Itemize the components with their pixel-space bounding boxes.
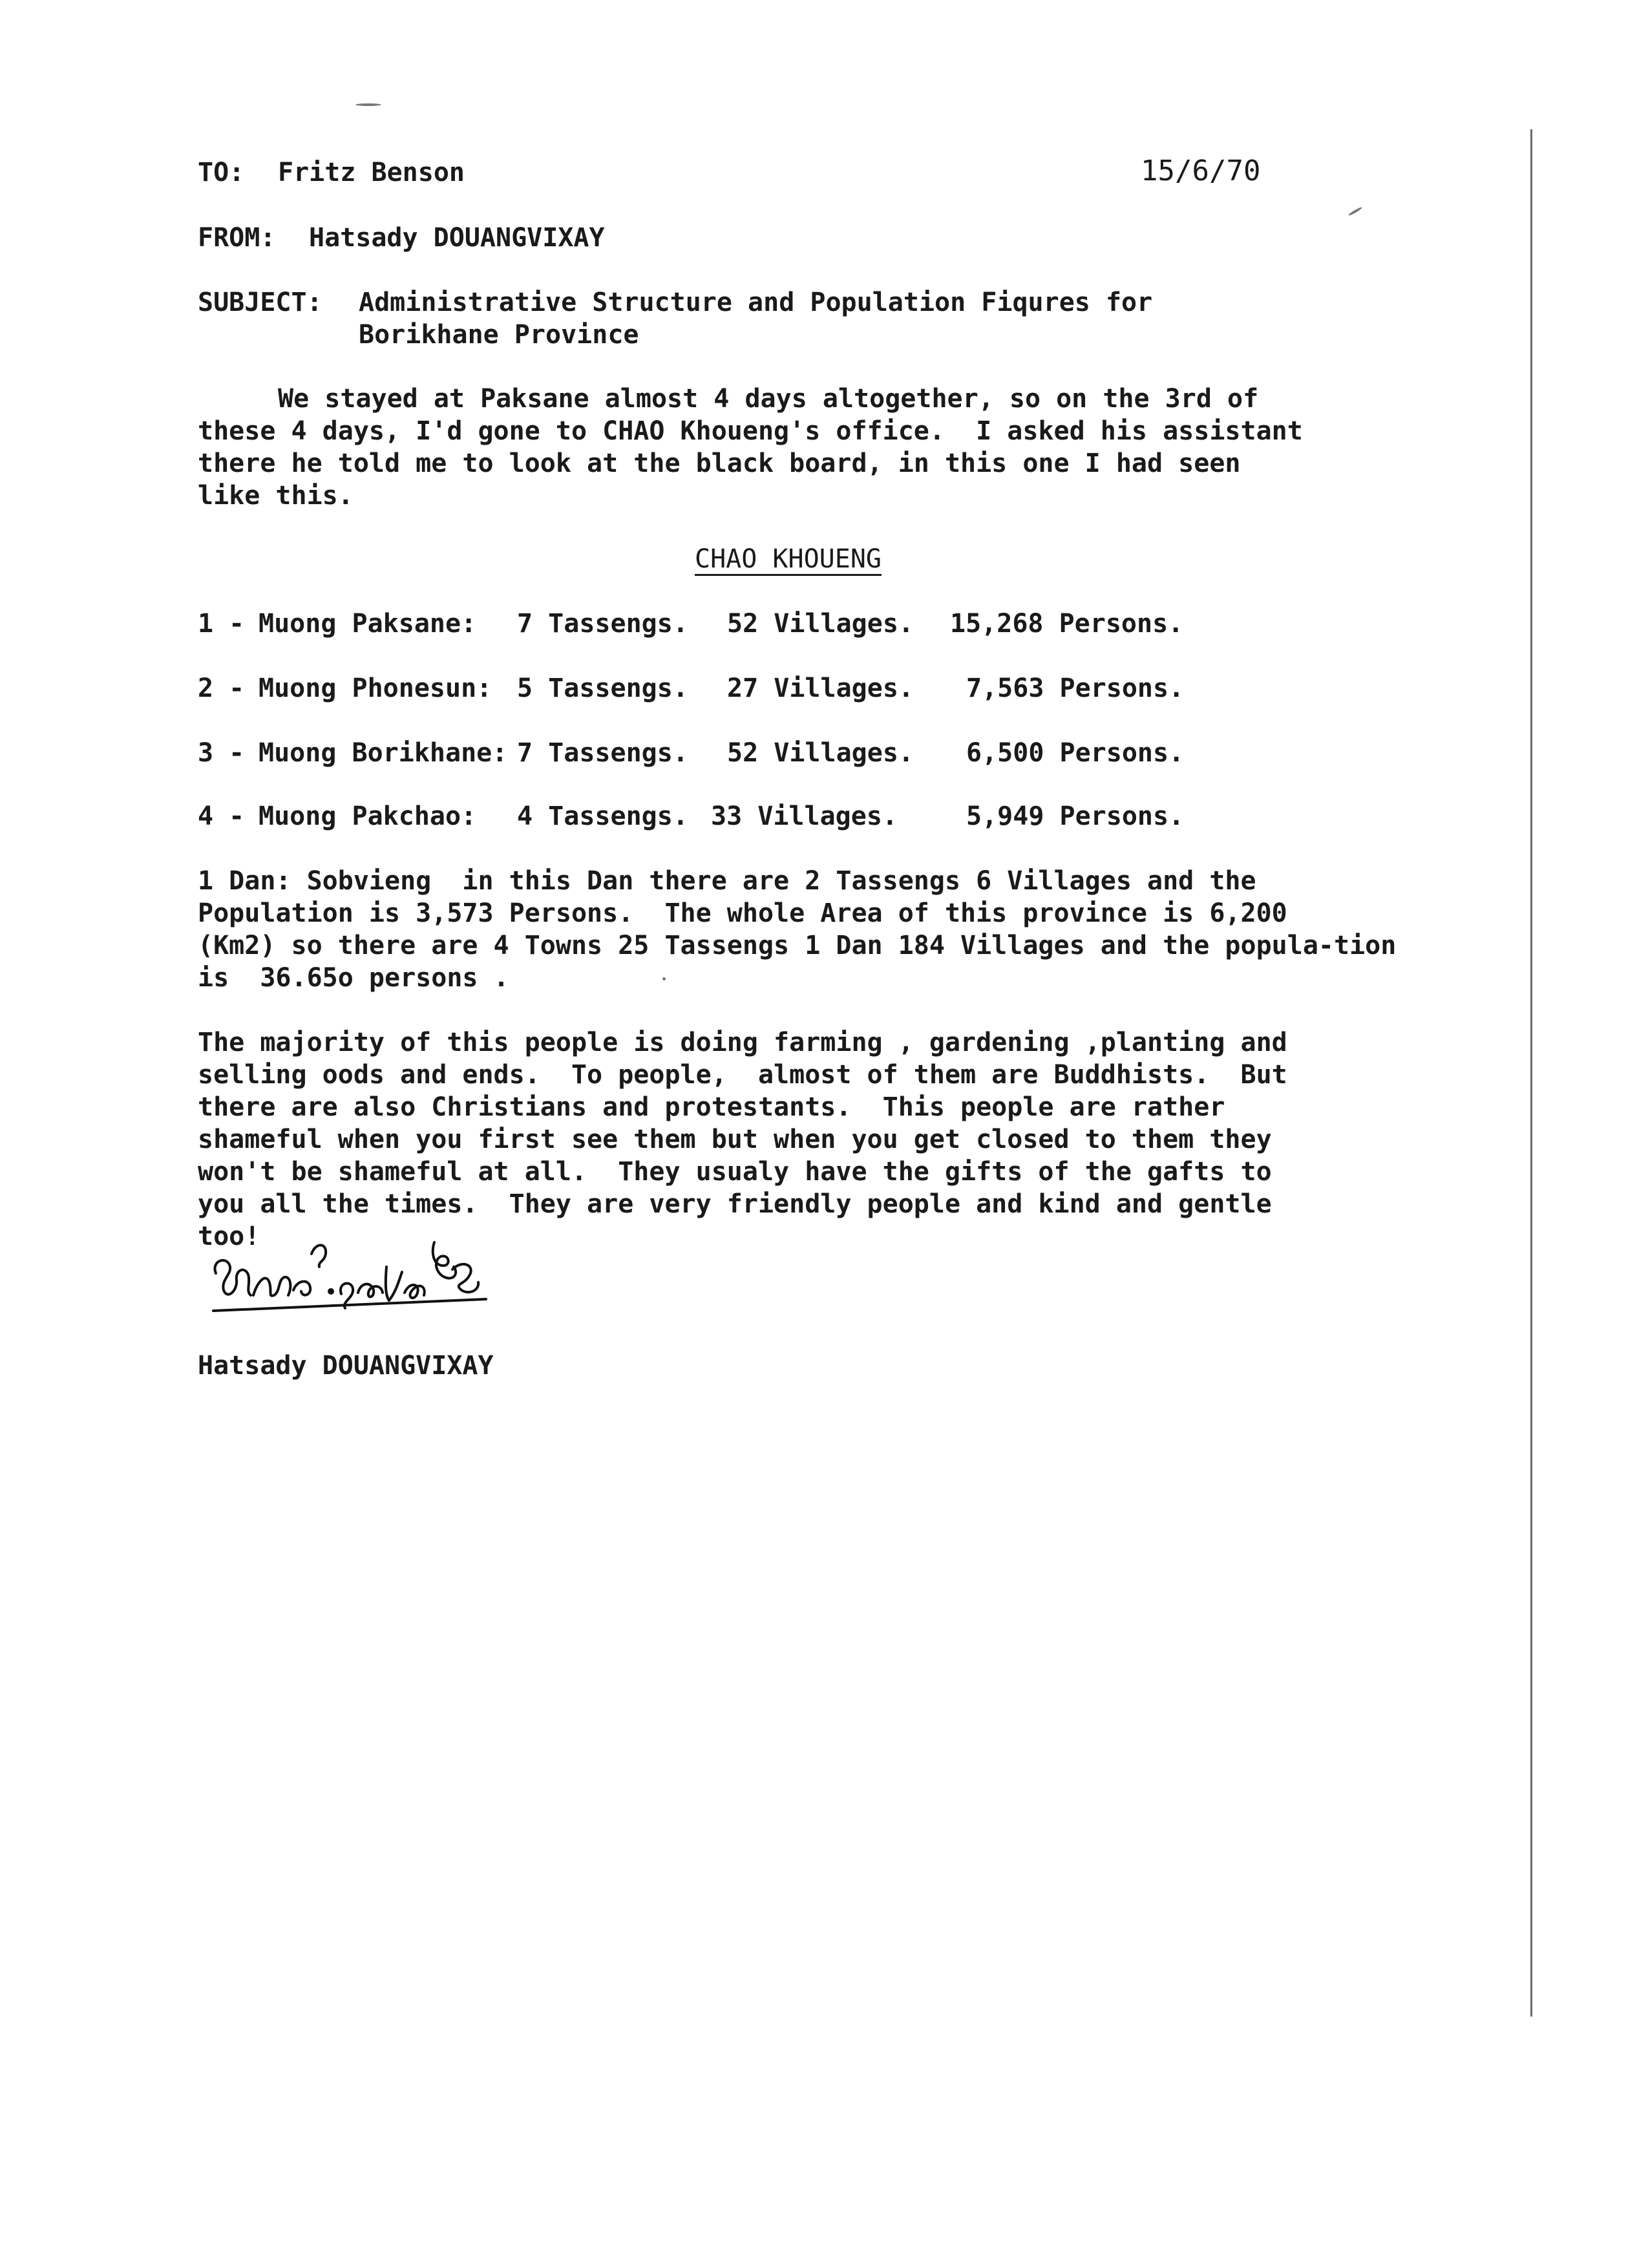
intro-line-4: like this.	[198, 481, 354, 511]
dan-line-2: Population is 3,573 Persons. The whole Area of this province is 6,200	[198, 898, 1287, 928]
intro-line-2: these 4 days, I'd gone to CHAO Khoueng's office. I asked his assistant	[198, 416, 1303, 446]
to-label: TO:	[198, 158, 245, 187]
scan-speck	[1348, 206, 1363, 216]
muong-number: 3 -	[198, 738, 245, 768]
muong-persons: 15,268 Persons.	[950, 609, 1184, 639]
subject-line-2: Borikhane Province	[359, 320, 639, 350]
to-value: Fritz Benson	[278, 158, 465, 187]
people-line-4: shameful when you first see them but when you get closed to them they	[198, 1125, 1272, 1154]
muong-villages: 52 Villages.	[727, 738, 914, 768]
muong-name: Muong Borikhane:	[259, 738, 508, 768]
muong-villages: 27 Villages.	[727, 673, 914, 703]
scan-speck	[662, 977, 666, 980]
board-heading: CHAO KHOUENG	[695, 544, 882, 574]
people-line-1: The majority of this people is doing farming , gardening ,planting and	[198, 1028, 1287, 1057]
muong-tassengs: 5 Tassengs.	[517, 673, 688, 703]
muong-villages: 52 Villages.	[727, 609, 914, 639]
intro-line-1: We stayed at Paksane almost 4 days altogether, so on the 3rd of	[278, 384, 1259, 414]
muong-persons: 6,500 Persons.	[966, 738, 1185, 768]
subject-line-1: Administrative Structure and Population Fiqures for	[359, 288, 1153, 317]
muong-number: 1 -	[198, 609, 245, 639]
muong-villages: 33 Villages.	[711, 801, 898, 831]
muong-tassengs: 4 Tassengs.	[517, 801, 688, 831]
from-label: FROM:	[198, 223, 276, 253]
muong-number: 2 -	[198, 673, 245, 703]
signature-name: Hatsady DOUANGVIXAY	[198, 1351, 494, 1381]
muong-tassengs: 7 Tassengs.	[517, 738, 688, 768]
memo-date: 15/6/70	[1141, 154, 1261, 187]
subject-label: SUBJECT:	[198, 288, 322, 317]
muong-number: 4 -	[198, 801, 245, 831]
muong-name: Muong Pakchao:	[259, 801, 477, 831]
muong-persons: 5,949 Persons.	[966, 801, 1185, 831]
muong-tassengs: 7 Tassengs.	[517, 609, 688, 639]
dan-line-3: (Km2) so there are 4 Towns 25 Tassengs 1 Dan 184 Villages and the popula-tion	[198, 931, 1397, 960]
muong-name: Muong Phonesun:	[259, 673, 492, 703]
muong-persons: 7,563 Persons.	[966, 673, 1185, 703]
page-edge-rule	[1530, 129, 1532, 2017]
scan-speck	[355, 103, 381, 106]
people-line-3: there are also Christians and protestants. This people are rather	[198, 1092, 1225, 1122]
intro-line-3: there he told me to look at the black board, in this one I had seen	[198, 449, 1241, 478]
dan-line-1: 1 Dan: Sobvieng in this Dan there are 2 Tassengs 6 Villages and the	[198, 866, 1256, 896]
from-value: Hatsady DOUANGVIXAY	[309, 223, 605, 253]
people-line-5: won't be shameful at all. They usualy have the gifts of the gafts to	[198, 1157, 1272, 1187]
people-line-6: you all the times. They are very friendly people and kind and gentle	[198, 1189, 1272, 1219]
dan-line-4: is 36.65o persons .	[198, 963, 509, 993]
people-line-2: selling oods and ends. To people, almost of them are Buddhists. But	[198, 1060, 1287, 1090]
handwritten-signature	[208, 1228, 512, 1325]
people-line-7: too!	[198, 1222, 260, 1251]
muong-name: Muong Paksane:	[259, 609, 477, 639]
